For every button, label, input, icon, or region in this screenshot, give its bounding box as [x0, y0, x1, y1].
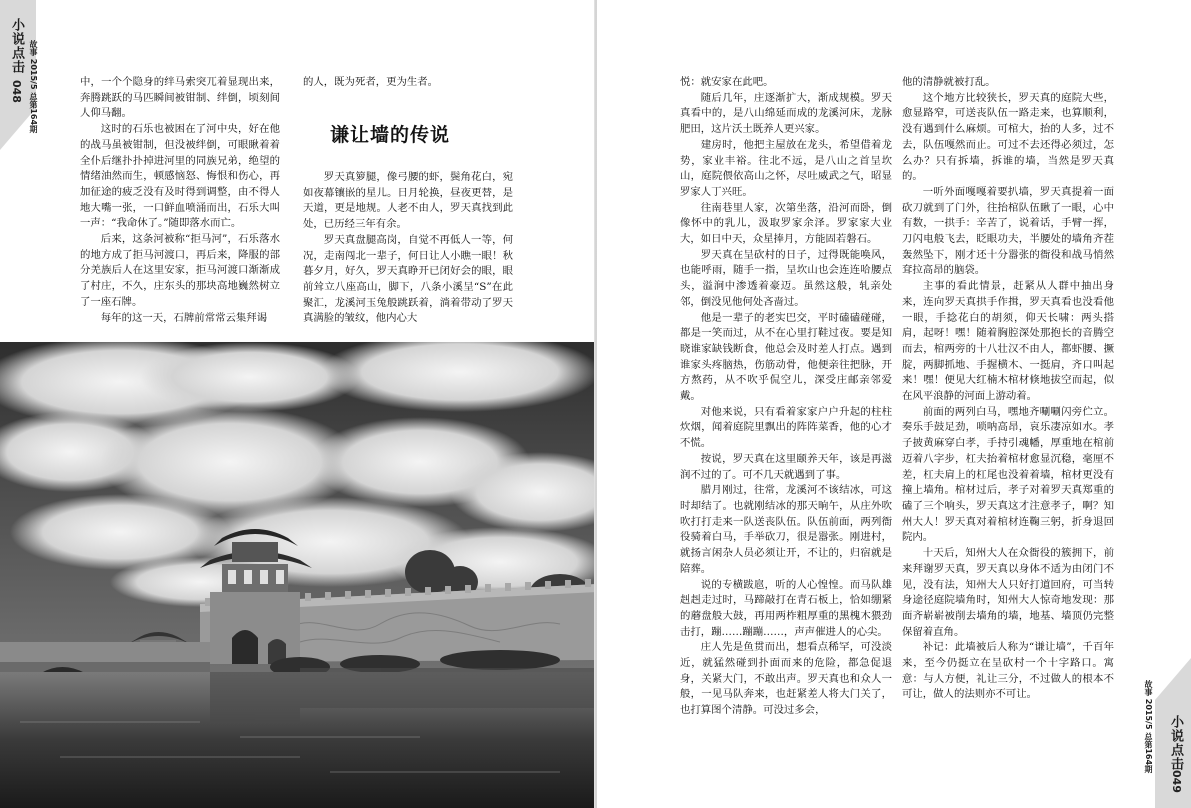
paragraph: 十天后，知州大人在众衙役的簇拥下，前来拜谢罗天真，罗天真以身体不适为由闭门不见，没有法，知州大人只好打道回府，可当转身途径庭院墙角时，知州大人惊奇地发现：那面齐崭崭被削去墙角的墙，地基、墙顶仍完整保留着直角。 — [902, 547, 1114, 638]
paragraph: 每年的这一天，石牌前常常云集拜谒 — [100, 311, 268, 324]
paragraph: 随后几年，庄逐渐扩大，渐成规模。罗天真看中的，是八山绵延而成的龙溪河床，龙脉肥田，这片沃土既养人更兴家。 — [680, 91, 892, 136]
paragraph: 建房时，他把主屋放在龙头，希望借着龙势，家业丰裕。往北不远，是八山之首呈坎山，庭院偎依高山之怀，尽吐威武之气，昭显罗家人丁兴旺。 — [680, 138, 892, 198]
paragraph: 一听外面嘎嘎着要扒墙，罗天真提着一面砍刀就到了门外，往抬棺队伍瞅了一眼，心中有数，一拱手：辛苦了，说着话，手臂一挥，刀闪电般飞去，眨眼功夫，半腰处的墙角齐茬轰然坠下，刚才还十分嚣张的衙役和战马悄然耷拉高昂的脑袋。 — [902, 185, 1114, 277]
paragraph: 的人，既为死者，更为生者。 — [303, 76, 439, 88]
paragraph: 这时的石乐也被困在了河中央，好在他的战马虽被钳制，但没被绊倒，可眼瞅着着全仆后继扑扑掉进河里的同族兄弟，绝望的情绪油然而生，顿感恼怒、悔恨和伤心，再加征途的疲乏没有及时得到调整，由不得人地大嘴一张，一口鲜血喷涌而出，石乐大叫一声：“我命休了。”随即落水而亡。 — [80, 123, 280, 230]
paragraph: 补记：此墙被后人称为“谦让墙”，千百年来，至今仍挺立在呈砍村一个十字路口。寓意：与人方便，礼让三分，不过做人的根本不可让，做人的法则亦不可让。 — [902, 641, 1114, 701]
left-issue-label: 故事 2015/5 总第164期 — [29, 40, 38, 134]
paragraph: 罗天真箩腿，像弓腰的虾，鬓角花白，宛如夜幕镶嵌的星儿。日月轮换，昼夜更替，是天道，更是地规。人老不由人，罗天真找到此处，已历经三年有余。 — [303, 171, 513, 231]
right-page — [597, 0, 1191, 808]
left-column-2 — [303, 170, 513, 327]
paragraph: 主事的看此情景，赶紧从人群中抽出身来，连向罗天真拱手作揖，罗天真看也没看他一眼，手捻花白的胡须，仰天长啸：两头搭肩，起呀！嘿！随着胸腔深处那抱长的音腾空而去，棺两旁的十八壮汉不由人，都虾腰、撅腚，两脚抓地、手握横木、一挺肩，齐口叫起来！嘿！便见大红楠木棺材倏地拔空而起，似在风平浪静的河面上游动着。 — [902, 280, 1114, 403]
right-issue-label: 故事 2015/5 总第164期 — [1144, 680, 1153, 774]
paragraph: 说的专横跋扈，听的人心惶惶。而马队雄赳赳走过时，马蹄敲打在青石板上，恰如绷紧的蘑盘般大鼓，再用两柞粗厚重的黑槐木猥劲击打，蹦……蹦蹦……，声声催进人的心尖。 — [680, 578, 892, 638]
paragraph: 这个地方比较狭长，罗天真的庭院大些，愈显路窄，可送丧队伍一路走来，也算顺利，没有遇到什么麻烦。可棺大，抬的人多，过不去，队伍嘎然而止。可过不去还得必须过，怎么办？只有拆墙，拆谁的墙，当然是罗天真的。 — [902, 91, 1114, 183]
right-section-label: 小说点击 — [1168, 715, 1183, 771]
paragraph: 罗天真在呈砍村的日子，过得既能唤风，也能呼雨，随手一指，呈坎山也会连连哈腰点头，溢涧中渗透着豪迈。虽然这般，轧亲处邻，倒没见他何处吝啬过。 — [680, 248, 892, 308]
paragraph: 他是一辈子的老实巴交，平时磕磕碰碰，都是一笑而过，从不在心里打鞋过夜。要是知晓谁家缺钱断食，他总会及时差人打点。遇到谁家头疼脑热，伤筋动骨，他便亲往把脉，开方熬药，从不吹乎侃空儿，深受庄邮亲邻爱戴。 — [680, 311, 892, 403]
paragraph: 前面的两列白马，嘿地齐唰唰闪旁伫立。奏乐手鼓足劲，唢呐高昂，哀乐凄凉如水。孝子披黄麻穿白孝，手持引魂幡，厚重地在棺前迈着八字步，杠夫抬着棺材愈显沉稳，毫厘不差，杠夫肩上的杠尾也没着着墙，棺材更没有撞上墙角。棺材过后，孝子对着罗天真郑重的磕了三个响头，罗天真这才注意孝子，啊？知州大人！罗天真对着棺材连鞠三躬，折身退回院内。 — [902, 405, 1114, 544]
paragraph: 罗天真盘腿高岗，自觉不再低人一等，何况，走南闯北一辈子，何日让人小瞧一眼！秋暮夕月，好久，罗天真睁开已闭好会的眼，眼前耸立八座高山，脚下，八条小溪呈“S”在此聚汇，龙溪河玉兔般跳跃着，淌着带动了罗天真满脸的皱纹，他内心大 — [303, 233, 513, 325]
clouds — [0, 342, 595, 607]
right-column-2 — [902, 75, 1114, 703]
paragraph: 悦：就安家在此吧。 — [680, 76, 774, 88]
paragraph: 庄人先是鱼贯而出，想看点稀罕，可没淡近，就猛然碰到扑面而来的危险，都急促退身，关紧大门，不敢出声。罗天真也和众人一般，一见马队奔来，也赶紧差人将大门关了，也打算图个清静。可没过多会， — [680, 641, 892, 717]
paragraph: 对他来说，只有看着家家户户升起的柱柱炊烟，闻着庭院里飘出的阵阵菜香，他的心才不慌。 — [680, 405, 892, 450]
story-title: 谦让墙的传说 — [330, 124, 451, 146]
left-column-2-top — [303, 75, 513, 91]
paragraph: 腊月刚过，往常，龙溪河不该结冰，可这时却结了。也就刚结冰的那天晌午，从庄外吹吹打打走来一队送丧队伍。队伍前面，两列衙役骑着白马，手举砍刀，很是嚣张。刚进村，就扬言闲杂人员必须让开，不让的，归宿就是陪葬。 — [680, 484, 892, 575]
paragraph: 按说，罗天真在这里颐养天年，该是再滋润不过的了。可不几天就遇到了事。 — [680, 452, 892, 481]
left-column-1 — [80, 75, 280, 326]
paragraph: 他的清静就被打乱。 — [902, 76, 996, 88]
paragraph: 往南巷里人家，次第坐落，沿河而卧，倒像怀中的乳儿，汲取罗家余泽。罗家家大业大，如日中天，众星捧月，方能固若磐石。 — [680, 201, 892, 246]
paragraph: 中，一个个隐身的绊马索突兀着显现出来，奔腾跳跃的马匹瞬间被钳制、绊倒，顷刻间人仰马翻。 — [80, 76, 280, 120]
left-section-label: 小说点击 — [9, 18, 24, 74]
city-gate-photo — [0, 342, 595, 808]
right-page-number: 049 — [1170, 770, 1183, 793]
left-page-number: 048 — [10, 80, 23, 103]
paragraph: 后来，这条河被称“拒马河”，石乐落水的地方成了拒马河渡口，再后来，降服的部分羌族后人在这里安家，拒马河渡口渐渐成了村庄，不久，庄东头的那块高地巍然树立了一座石牌。 — [80, 233, 280, 308]
right-column-1 — [680, 75, 892, 719]
left-page — [0, 0, 595, 808]
